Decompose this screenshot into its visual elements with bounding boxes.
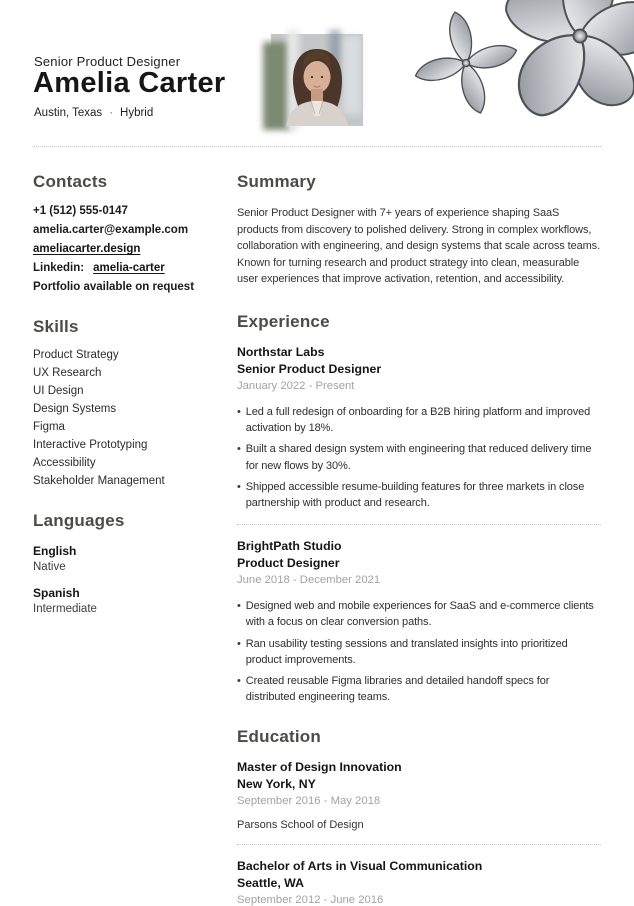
location-separator: · [109,107,114,119]
contact-portfolio: Portfolio available on request [33,281,195,293]
language-level: Native [33,561,66,573]
languages-heading: Languages [33,511,125,530]
contact-email: amelia.carter@example.com [33,224,189,236]
skill-item: Figma [33,421,65,433]
language-level: Intermediate [33,603,97,615]
bullet-dot-icon: • [237,443,241,456]
sidebar-column [33,172,215,628]
job-bullet-text: Led a full redesign of onboarding for a B2B hiring platform and improved activation by 18%. [245,405,591,435]
education-location: New York, NY [237,777,316,792]
education-dates: September 2016 - May 2018 [237,795,381,808]
education-heading: Education [237,727,321,747]
job-dates: January 2022 - Present [237,379,355,392]
education-location: Seattle, WA [237,876,304,891]
work-mode: Hybrid [120,107,154,119]
experience-section [237,312,601,705]
contacts-heading: Contacts [33,172,108,191]
skill-item: Design Systems [33,403,117,415]
education-entry [237,760,601,831]
skill-item: Accessibility [33,457,96,469]
job-dates: June 2018 - December 2021 [237,574,381,587]
education-degree: Bachelor of Arts in Visual Communication [237,859,483,874]
job-bullet-text: Shipped accessible resume-building features for three markets in close partnership with product and research. [245,480,585,509]
summary-section [237,172,601,288]
bullet-dot-icon: • [237,675,241,687]
website-link[interactable]: ameliacarter.design [33,243,141,255]
language-name: English [33,544,77,558]
entry-divider [237,844,601,845]
job-bullet [237,636,601,668]
skill-item: UX Research [33,367,102,379]
job-company: BrightPath Studio [237,539,342,554]
profile-photo [271,34,363,126]
job-bullet-text: Built a shared design system with engineering that reduced delivery time for new flows by 30%. [245,443,592,472]
education-entry [237,859,601,906]
skill-item: Stakeholder Management [33,475,165,487]
contacts-section [33,172,215,293]
skill-item: UI Design [33,385,84,397]
experience-heading: Experience [237,311,330,331]
job-bullet [237,441,601,473]
job-bullet [237,598,601,630]
linkedin-label: Linkedin: [33,262,85,274]
languages-section [33,511,215,615]
bullet-dot-icon: • [237,405,241,418]
header-divider [33,146,601,147]
education-institution: Parsons School of Design [237,819,364,832]
entry-divider [237,524,601,525]
summary-heading: Summary [237,172,316,191]
language-name: Spanish [33,586,80,600]
large-flower-icon [499,0,634,125]
linkedin-link[interactable]: amelia-carter [93,262,165,274]
header-location [34,107,153,119]
job-entry [237,539,601,705]
skills-heading: Skills [33,317,79,336]
contact-phone: +1 (512) 555-0147 [33,205,128,217]
job-bullet [237,479,601,511]
bullet-dot-icon: • [237,600,241,613]
job-bullet [237,404,601,436]
skill-item: Interactive Prototyping [33,439,148,451]
skills-section [33,317,215,487]
job-role: Senior Product Designer [237,361,382,376]
education-degree: Master of Design Innovation [237,760,402,775]
small-flower-icon [413,10,519,116]
job-company: Northstar Labs [237,344,325,359]
skill-item: Product Strategy [33,349,119,361]
job-bullet [237,673,601,705]
main-column [237,172,601,906]
bullet-dot-icon: • [237,480,241,493]
flower-decoration [394,0,634,155]
education-section [237,727,601,906]
header-role: Senior Product Designer [34,54,181,69]
summary-paragraph: Known for turning research and product strategy into clean, measurable user experiences that improve activation, retention, and accessibility. [237,256,580,286]
woman-portrait-image [271,34,363,126]
job-bullet-text: Ran usability testing sessions and translated insights into prioritized product improvements. [245,637,568,666]
job-entry [237,345,601,511]
summary-paragraph: Senior Product Designer with 7+ years of experience shaping SaaS products from discovery to polished delivery. Strong in complex workflows, collaboration with engineering, and design systems that scale across teams. [237,207,601,253]
education-dates: September 2012 - June 2016 [237,894,384,906]
header-name: Amelia Carter [33,67,226,99]
job-role: Product Designer [237,556,340,571]
job-bullet-text: Designed web and mobile experiences for SaaS and e-commerce clients with a focus on clear conversion paths. [245,600,594,629]
job-bullet-text: Created reusable Figma libraries and detailed handoff specs for distributed engineering teams. [245,675,550,704]
bullet-dot-icon: • [237,637,241,650]
language-entry [33,544,215,573]
language-entry [33,586,215,615]
location-city: Austin, Texas [34,107,103,119]
